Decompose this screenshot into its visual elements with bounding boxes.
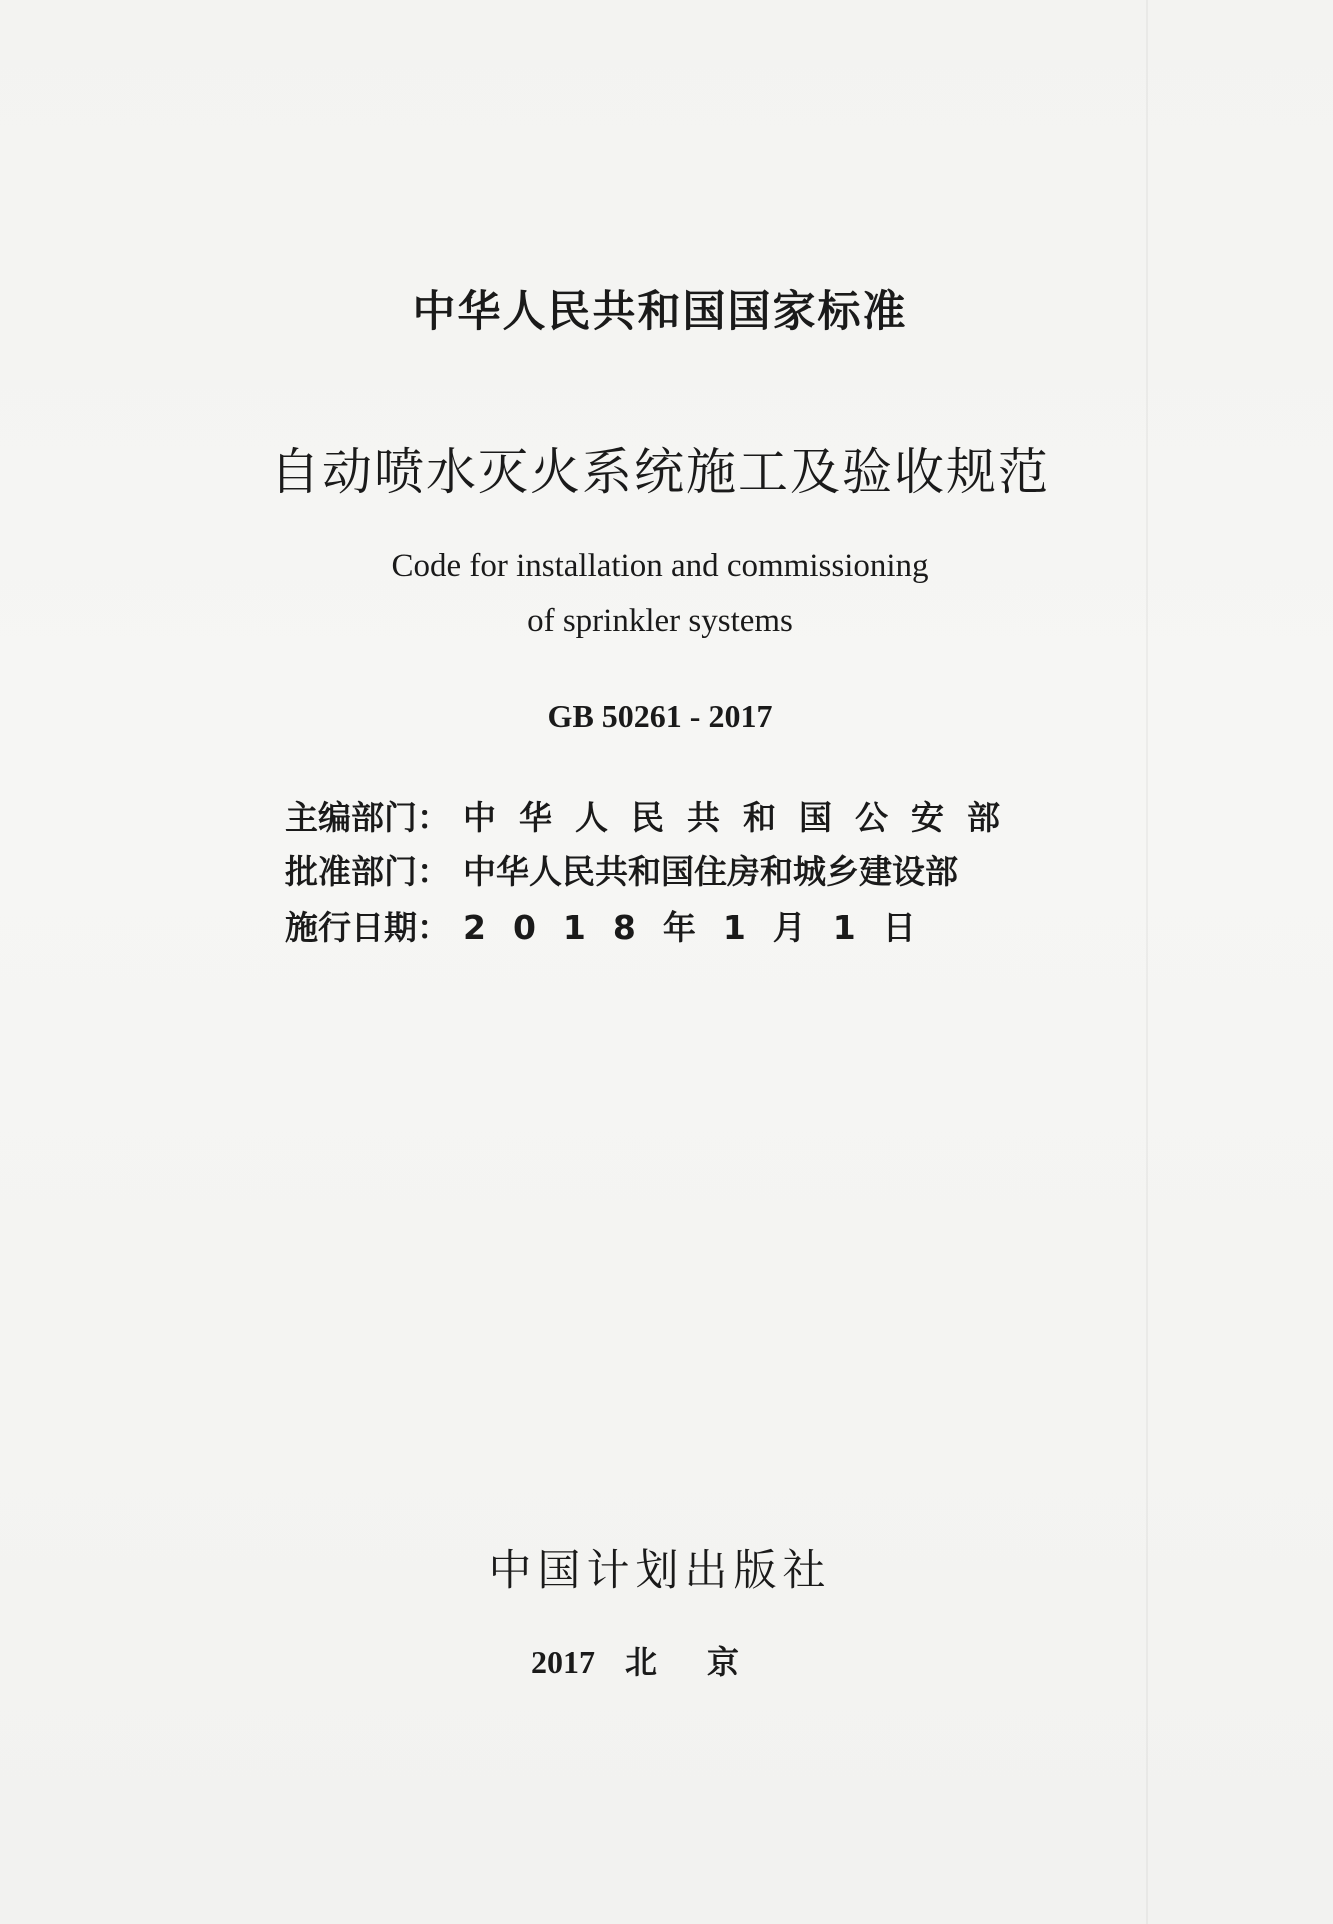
publication-year: 2017 [530, 1644, 595, 1680]
publisher: 中国计划出版社 [488, 1546, 832, 1596]
effective-date-value: 2018年1月1日 [463, 908, 943, 947]
chinese-title: 自动喷水灭火系统施工及验收规范 [270, 443, 1050, 501]
national-standard-label: 中华人民共和国国家标准 [412, 287, 908, 337]
publication-city: 北京 [624, 1643, 789, 1681]
standard-code: GB 50261 - 2017 [547, 698, 773, 734]
chief-editor-value: 中华人民共和国公安部 [463, 798, 1023, 837]
approval-value: 中华人民共和国住房和城乡建设部 [463, 852, 958, 891]
english-title-line-2: of sprinkler systems [527, 603, 793, 639]
english-title-line-1: Code for installation and commissioning [391, 548, 929, 584]
approval-row [285, 850, 1025, 894]
approval-label: 批准部门： [285, 852, 450, 891]
chief-editor-label: 主编部门： [285, 798, 450, 837]
publication-place [0, 1637, 1320, 1683]
effective-date-row [285, 906, 1025, 950]
effective-date-label: 施行日期： [285, 908, 450, 947]
chief-editor-row [285, 796, 1025, 840]
